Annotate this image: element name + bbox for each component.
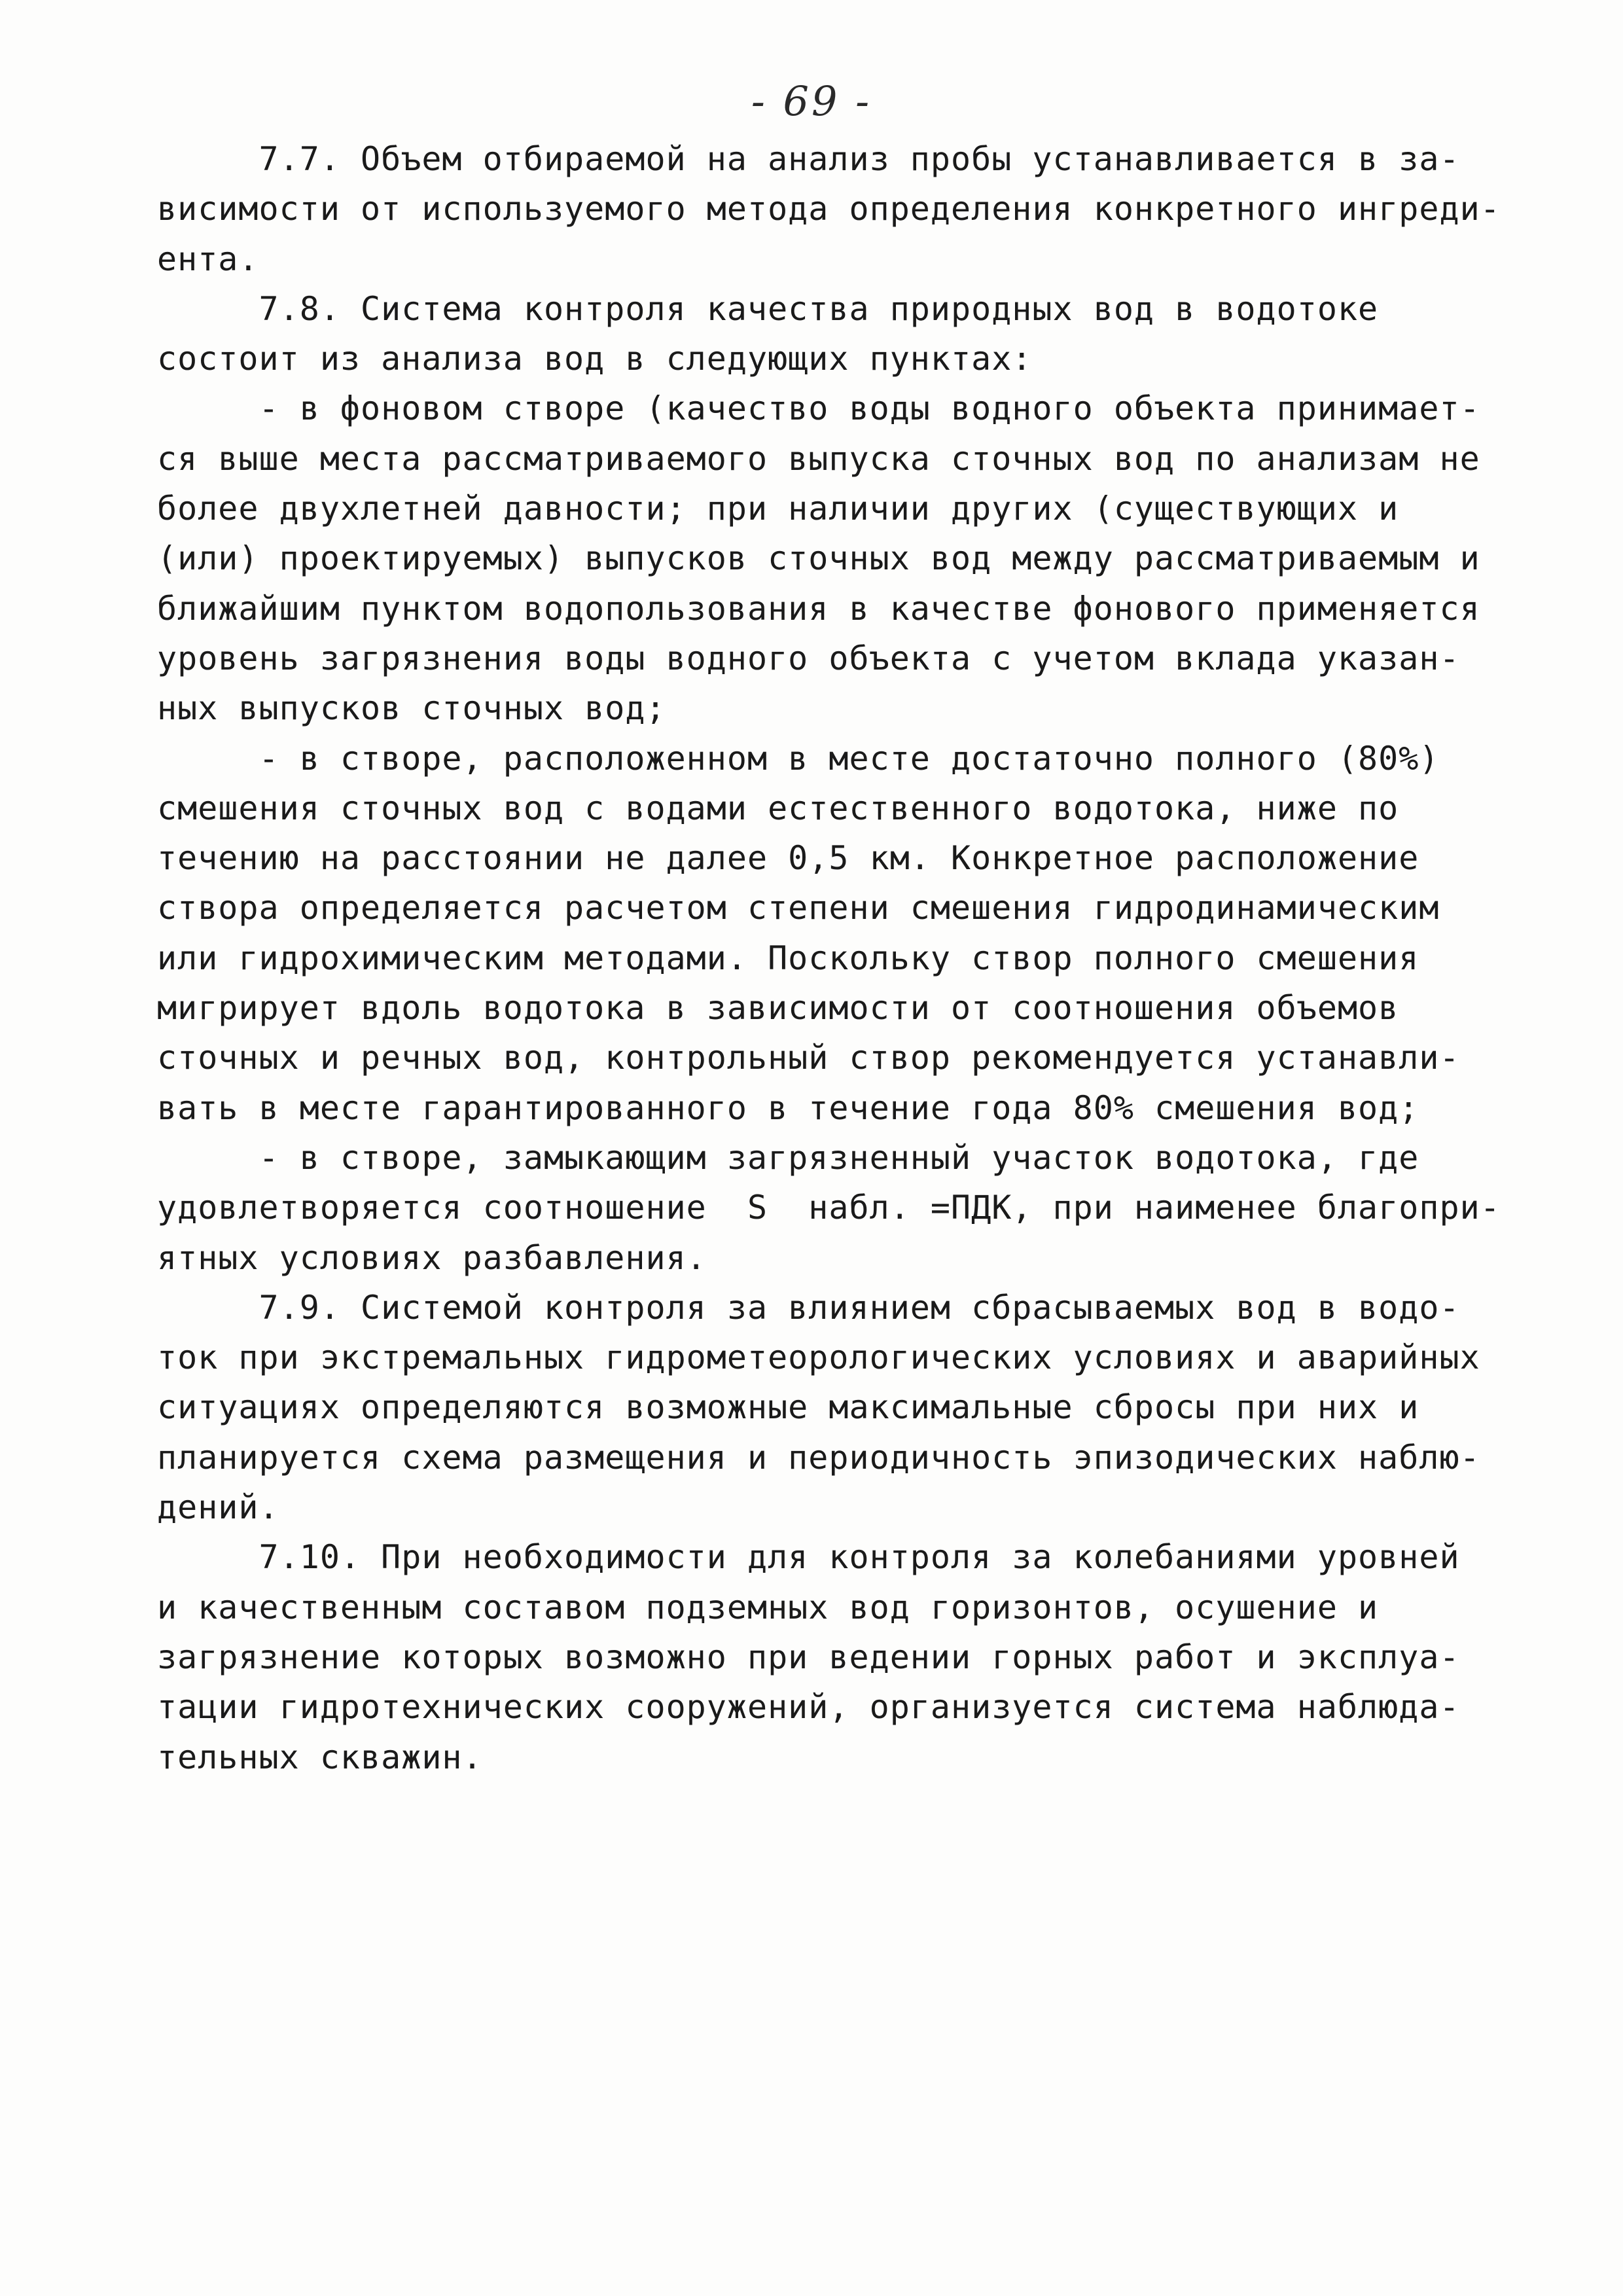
text-line: или гидрохимическим методами. Поскольку створ полного смешения bbox=[157, 939, 1419, 977]
text-line: - в створе, замыкающим загрязненный участок водотока, где bbox=[157, 1138, 1419, 1177]
text-line: тации гидротехнических сооружений, организуется система наблюда- bbox=[157, 1688, 1460, 1727]
text-line: 7.10. При необходимости для контроля за колебаниями уровней bbox=[157, 1538, 1460, 1577]
text-line: сточных и речных вод, контрольный створ рекомендуется устанавли- bbox=[157, 1039, 1460, 1077]
text-line: ятных условиях разбавления. bbox=[157, 1238, 707, 1277]
text-line: ситуациях определяются возможные максимальные сбросы при них и bbox=[157, 1388, 1419, 1427]
text-line: планируется схема размещения и периодичность эпизодических наблю- bbox=[157, 1438, 1480, 1477]
text-line: ток при экстремальных гидрометеорологических условиях и аварийных bbox=[157, 1338, 1480, 1377]
text-line: состоит из анализа вод в следующих пунктах: bbox=[157, 340, 1033, 378]
text-line: вать в месте гарантированного в течение года 80% смешения вод; bbox=[157, 1088, 1419, 1127]
text-line: тельных скважин. bbox=[157, 1738, 483, 1776]
text-line: - в фоновом створе (качество воды водного объекта принимает- bbox=[157, 389, 1480, 428]
text-line: смешения сточных вод с водами естественного водотока, ниже по bbox=[157, 789, 1399, 827]
text-line: висимости от используемого метода определения конкретного ингреди- bbox=[157, 190, 1501, 228]
text-line: удовлетворяется соотношение S набл. =ПДК, при наименее благопри- bbox=[157, 1189, 1501, 1227]
text-line: (или) проектируемых) выпусков сточных вод между рассматриваемым и bbox=[157, 539, 1480, 578]
page-number: - 69 - bbox=[751, 77, 872, 125]
text-line: створа определяется расчетом степени смешения гидродинамическим bbox=[157, 889, 1440, 927]
text-line: ближайшим пунктом водопользования в качестве фонового применяется bbox=[157, 589, 1480, 628]
text-line: мигрирует вдоль водотока в зависимости от соотношения объемов bbox=[157, 989, 1399, 1028]
text-line: ных выпусков сточных вод; bbox=[157, 689, 666, 728]
text-line: ся выше места рассматриваемого выпуска сточных вод по анализам не bbox=[157, 439, 1480, 478]
text-line: 7.8. Система контроля качества природных вод в водотоке bbox=[157, 289, 1379, 328]
text-line: 7.9. Системой контроля за влиянием сбрасываемых вод в водо- bbox=[157, 1288, 1460, 1327]
text-line: 7.7. Объем отбираемой на анализ пробы устанавливается в за- bbox=[157, 140, 1460, 178]
text-line: течению на расстоянии не далее 0,5 км. Конкретное расположение bbox=[157, 839, 1419, 878]
text-line: загрязнение которых возможно при ведении горных работ и эксплуа- bbox=[157, 1638, 1460, 1676]
text-line: - в створе, расположенном в месте достаточно полного (80%) bbox=[157, 739, 1440, 778]
text-line: ента. bbox=[157, 240, 259, 278]
text-line: более двухлетней давности; при наличии других (существующих и bbox=[157, 490, 1399, 528]
text-line: уровень загрязнения воды водного объекта с учетом вклада указан- bbox=[157, 639, 1460, 677]
body-text bbox=[157, 134, 1499, 1782]
text-line: и качественным составом подземных вод горизонтов, осушение и bbox=[157, 1588, 1379, 1626]
text-line: дений. bbox=[157, 1488, 279, 1527]
